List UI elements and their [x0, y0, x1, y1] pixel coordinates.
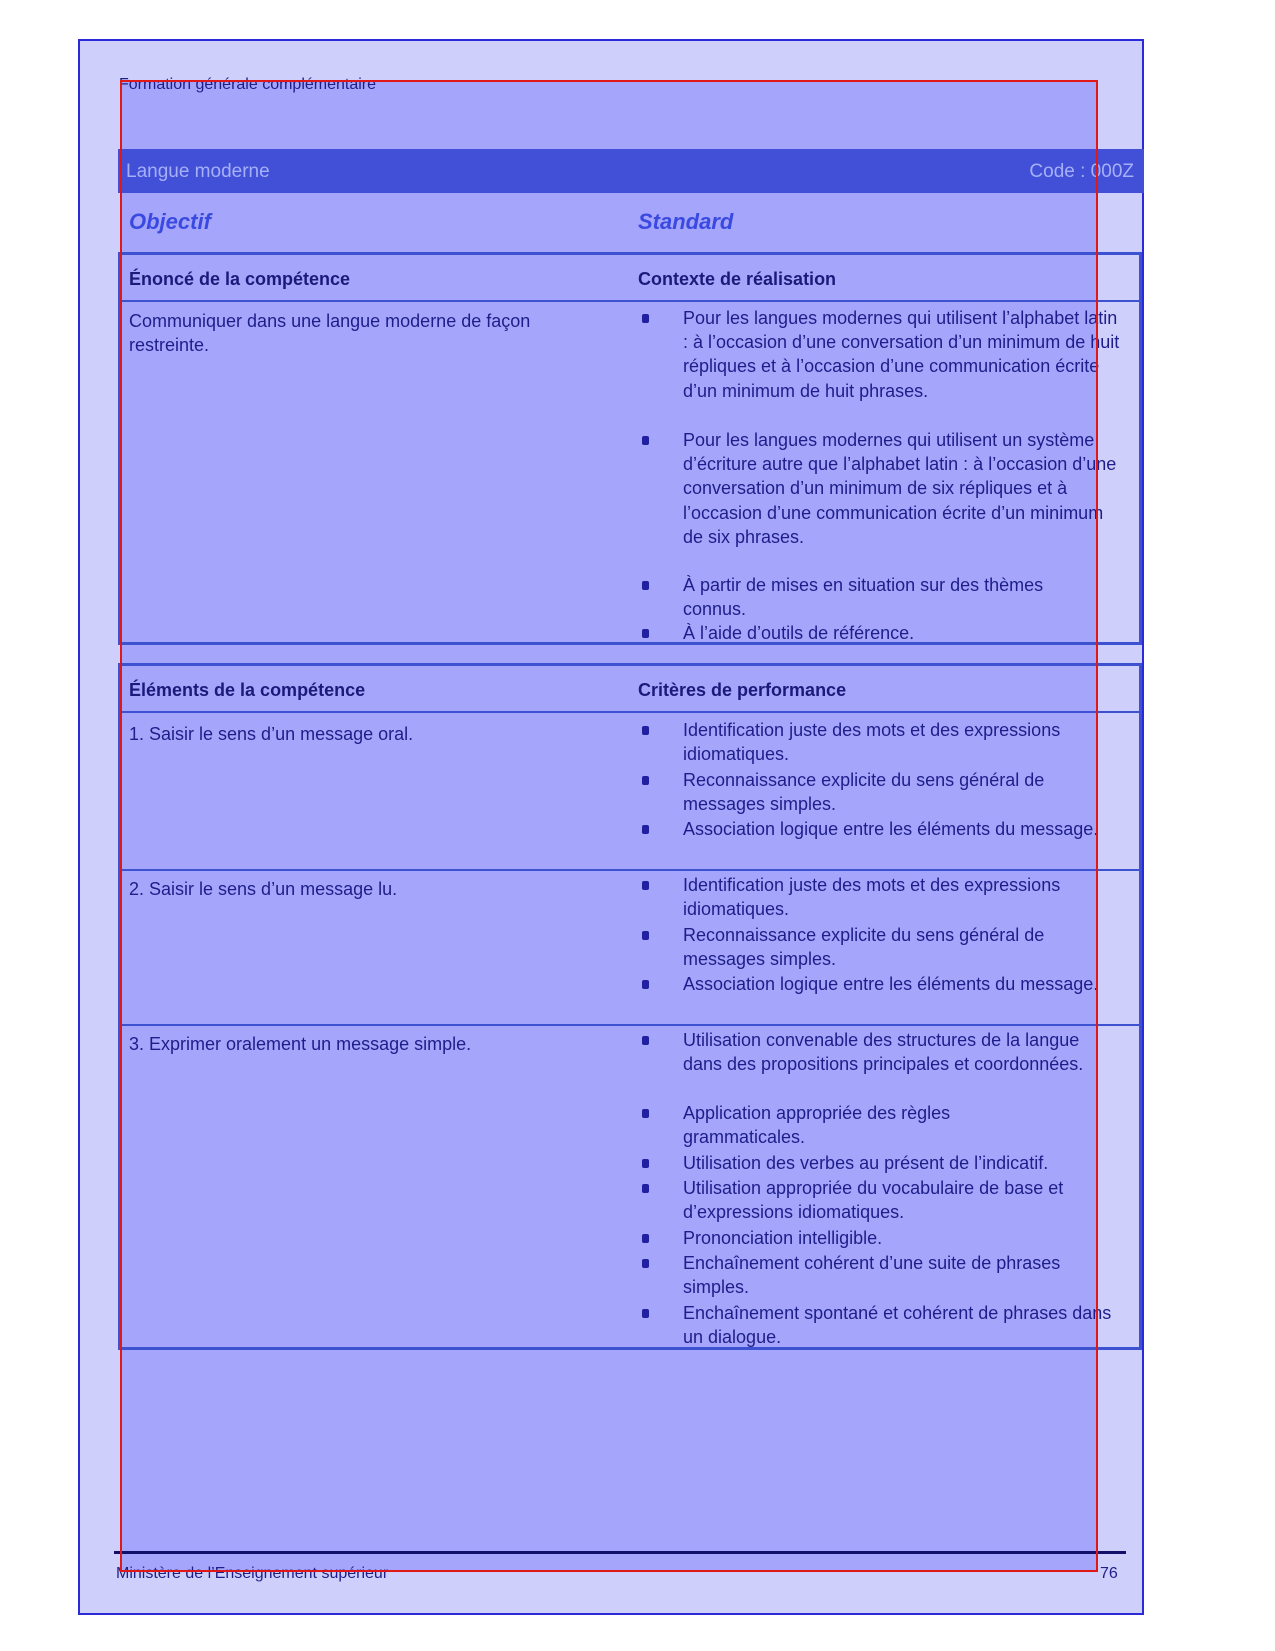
critere-item: Reconnaissance explicite du sens général de messages simples.	[683, 770, 1045, 815]
enonce-header	[121, 255, 1139, 302]
enonce-header-left: Énoncé de la compétence	[129, 269, 351, 289]
bullet-icon	[642, 980, 649, 989]
bullet-icon	[642, 1184, 649, 1193]
critere-item: Enchaînement cohérent d’une suite de phrases simples.	[683, 1253, 1061, 1298]
bullet-icon	[642, 1036, 649, 1045]
section-code: Code : 000Z	[1029, 161, 1134, 182]
column-standard: Standard	[638, 209, 734, 234]
element-label: 3. Exprimer oralement un message simple.	[129, 1034, 472, 1054]
elements-block	[118, 663, 1142, 1350]
critere-item: Enchaînement spontané et cohérent de phrases dans un dialogue.	[683, 1303, 1112, 1348]
contexte-item: Pour les langues modernes qui utilisent l’alphabet latin : à l’occasion d’une conversation d’un minimum de huit répliques et à l’occasion d’une communication écrite d’un minimum de huit phrases.	[683, 308, 1120, 401]
enonce-header-right: Contexte de réalisation	[638, 269, 837, 289]
section-bar	[118, 149, 1144, 193]
bullet-icon	[642, 1309, 649, 1318]
section-title: Langue moderne	[126, 161, 270, 182]
critere-item: Utilisation convenable des structures de la langue dans des propositions principales et coordonnées.	[683, 1030, 1084, 1075]
bullet-icon	[642, 1259, 649, 1268]
critere-item: Reconnaissance explicite du sens général de messages simples.	[683, 925, 1045, 970]
critere-item: Utilisation appropriée du vocabulaire de base et d’expressions idiomatiques.	[683, 1178, 1064, 1223]
critere-item: Identification juste des mots et des expressions idiomatiques.	[683, 875, 1061, 920]
column-objectif: Objectif	[129, 209, 211, 234]
row-divider	[121, 869, 1139, 871]
contexte-item: À l’aide d’outils de référence.	[683, 623, 915, 643]
bullet-icon	[642, 581, 649, 590]
bullet-icon	[642, 436, 649, 445]
bullet-icon	[642, 1109, 649, 1118]
critere-item: Application appropriée des règles grammaticales.	[683, 1103, 951, 1148]
bullet-icon	[642, 931, 649, 940]
page-number: 76	[1100, 1565, 1118, 1582]
bullet-icon	[642, 629, 649, 638]
elements-header-left: Éléments de la compétence	[129, 680, 366, 700]
elements-header	[121, 666, 1139, 713]
bullet-icon	[642, 726, 649, 735]
critere-item: Identification juste des mots et des expressions idiomatiques.	[683, 720, 1061, 765]
running-head: Formation générale complémentaire	[119, 76, 377, 93]
enonce-text: Communiquer dans une langue moderne de façon restreinte.	[129, 311, 531, 356]
contexte-item: À partir de mises en situation sur des thèmes connus.	[683, 575, 1044, 620]
critere-item: Association logique entre les éléments du message.	[683, 819, 1099, 839]
critere-item: Utilisation des verbes au présent de l’indicatif.	[683, 1153, 1049, 1173]
critere-item: Association logique entre les éléments du message.	[683, 974, 1099, 994]
bullet-icon	[642, 776, 649, 785]
elements-header-right: Critères de performance	[638, 680, 847, 700]
row-divider	[121, 1024, 1139, 1026]
element-label: 2. Saisir le sens d’un message lu.	[129, 879, 398, 899]
critere-item: Prononciation intelligible.	[683, 1228, 883, 1248]
bullet-icon	[642, 1159, 649, 1168]
bullet-icon	[642, 1234, 649, 1243]
footer-ministry: Ministère de l’Enseignement supérieur	[116, 1565, 389, 1582]
footer-rule	[114, 1551, 1126, 1554]
contexte-item: Pour les langues modernes qui utilisent un système d’écriture autre que l’alphabet latin : à l’occasion d’une conversation d’un minimum de six répliques et à l’occasion d’une communication écrite d’un minimum de six phrases.	[683, 430, 1117, 547]
bullet-icon	[642, 881, 649, 890]
bullet-icon	[642, 825, 649, 834]
element-label: 1. Saisir le sens d’un message oral.	[129, 724, 414, 744]
bullet-icon	[642, 314, 649, 323]
enonce-block	[118, 252, 1142, 645]
